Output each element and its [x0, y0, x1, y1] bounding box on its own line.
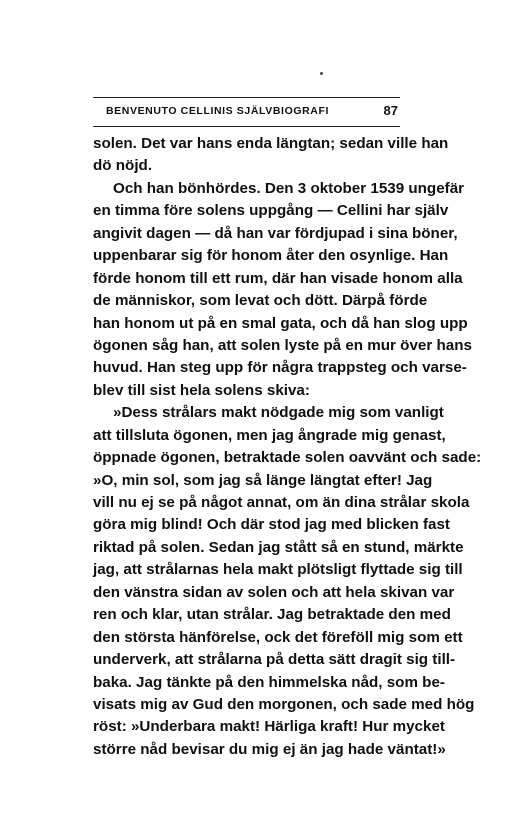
- text-line: att tillsluta ögonen, men jag ångrade mig genast,: [93, 426, 446, 444]
- text-line: ögonen såg han, att solen lyste på en mur över hans: [93, 336, 472, 354]
- text-line: huvud. Han steg upp för några trappsteg och varse-: [93, 359, 467, 377]
- running-title: BENVENUTO CELLINIS SJÄLVBIOGRAFI: [106, 105, 329, 117]
- text-line: större nåd bevisar du mig ej än jag hade väntat!»: [93, 740, 446, 758]
- text-line: den största hänförelse, ock det föreföll mig som ett: [93, 628, 463, 646]
- text-line: blev till sist hela solens skiva:: [93, 381, 310, 399]
- text-line: öppnade ögonen, betraktade solen oavvänt och sade:: [93, 449, 482, 467]
- text-line: de människor, som levat och dött. Därpå förde: [93, 292, 428, 310]
- text-line: den vänstra sidan av solen och att hela skivan var: [93, 583, 455, 601]
- page-number: 87: [383, 103, 398, 118]
- running-header: [93, 103, 400, 125]
- text-line: baka. Jag tänkte på den himmelska nåd, som be-: [93, 673, 445, 691]
- text-line: förde honom till ett rum, där han visade honom alla: [93, 269, 463, 287]
- text-line: angivit dagen — då han var fördjupad i sina böner,: [93, 224, 458, 242]
- text-line: röst: »Underbara makt! Härliga kraft! Hur mycket: [93, 718, 445, 736]
- text-line: solen. Det var hans enda längtan; sedan ville han: [93, 135, 449, 152]
- text-line: vill nu ej se på något annat, om än dina strålar skola: [93, 494, 470, 511]
- text-line: riktad på solen. Sedan jag stått så en stund, märkte: [93, 538, 464, 556]
- header-rule-top: [93, 97, 400, 98]
- text-line: en timma före solens uppgång — Cellini har själv: [93, 202, 449, 220]
- text-line: ren och klar, utan strålar. Jag betraktade den med: [93, 606, 451, 624]
- text-line: han honom ut på en smal gata, och då han slog upp: [93, 314, 468, 332]
- text-line: »Dess strålars makt nödgade mig som vanligt: [113, 404, 444, 422]
- text-line: jag, att strålarnas hela makt plötsligt flyttade sig till: [93, 561, 463, 579]
- text-line: dö nöjd.: [93, 157, 153, 175]
- print-speck: [320, 72, 323, 75]
- text-line: göra mig blind! Och där stod jag med blicken fast: [93, 516, 450, 534]
- text-line: »O, min sol, som jag så länge längtat efter! Jag: [93, 471, 433, 489]
- text-line: underverk, att strålarna på detta sätt dragit sig till-: [93, 651, 456, 669]
- text-line: visats mig av Gud den morgonen, och sade med hög: [93, 695, 475, 713]
- body-text: [93, 133, 482, 761]
- text-line: uppenbarar sig för honom åter den osynlige. Han: [93, 247, 449, 265]
- header-rule-bottom: [93, 126, 400, 127]
- text-line: Och han bönhördes. Den 3 oktober 1539 ungefär: [113, 179, 465, 197]
